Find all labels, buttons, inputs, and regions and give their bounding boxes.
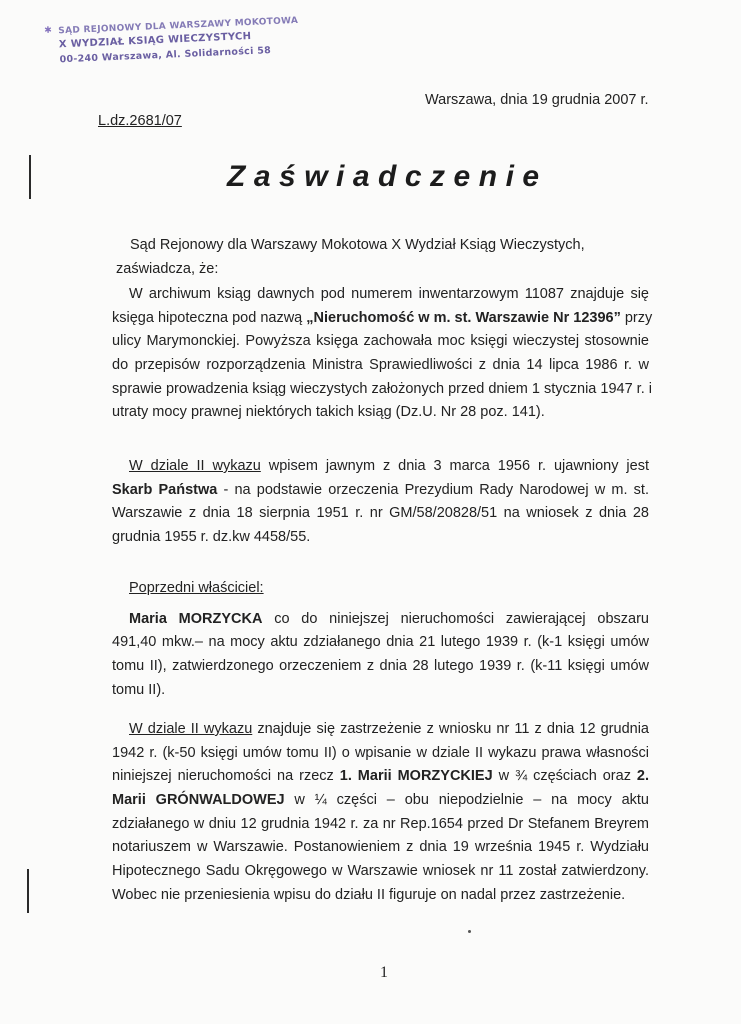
- text-line: 491,40 mkw.– na mocy aktu zdziałanego dnia 21 lutego 1939 r. (k-1 księgi umów: [112, 634, 649, 651]
- text-line: Wobec nie przeniesienia wpisu do działu II figuruje on nadal przez zastrzeżenie.: [112, 886, 626, 903]
- stamp-line-1: SĄD REJONOWY DLA WARSZAWY MOKOTOWA: [58, 15, 299, 37]
- section-ref: W dziale II wykazu: [129, 458, 261, 474]
- text-line: 1942 r. (k-50 księgi umów tomu II) o wpisanie w dziale II wykazu prawa własności: [112, 744, 649, 761]
- document-date: Warszawa, dnia 19 grudnia 2007 r.: [425, 92, 649, 108]
- text-line: sprawie prowadzenia ksiąg wieczystych założonych przed dniem 1 stycznia 1947 r. i: [112, 380, 652, 397]
- text-line: W dziale II wykazu wpisem jawnym z dnia 3 marca 1956 r. ujawniony jest: [129, 458, 649, 474]
- section-ref: W dziale II wykazu: [129, 721, 253, 737]
- stamp-line-3: 00-240 Warszawa, Al. Solidarności 58: [59, 45, 272, 66]
- text-line: Marii GRÓNWALDOWEJ w ¼ części – obu niepodzielnie – na mocy aktu: [112, 792, 649, 809]
- owner-name: Marii GRÓNWALDOWEJ: [112, 792, 285, 809]
- text-line: W archiwum ksiąg dawnych pod numerem inwentarzowym 11087 znajduje się: [129, 286, 649, 302]
- owner-name: Skarb Państwa: [112, 481, 218, 498]
- text-line: ulicy Marymonckiej. Powyższa księga zachowała moc księgi wieczystej stosownie: [112, 333, 649, 350]
- section-heading: Poprzedni właściciel:: [129, 580, 264, 596]
- text-line: zaświadcza, że:: [116, 260, 219, 277]
- text-line: księga hipoteczna pod nazwą „Nieruchomość w m. st. Warszawie Nr 12396” przy: [112, 309, 653, 326]
- margin-mark: [29, 155, 31, 199]
- archive-paragraph: [112, 283, 653, 425]
- property-name: „Nieruchomość w m. st. Warszawie Nr 12396”: [306, 309, 621, 326]
- stamp-mark-icon: ✱: [44, 25, 53, 36]
- page-number: 1: [380, 964, 388, 981]
- owner-name: 1. Marii MORZYCKIEJ: [339, 768, 493, 785]
- reservation-paragraph: [112, 718, 649, 908]
- stamp-line-2: X WYDZIAŁ KSIĄG WIECZYSTYCH: [58, 30, 252, 51]
- text-line: Maria MORZYCKA co do niniejszej nieruchomości zawierającej obszaru: [129, 610, 649, 627]
- text-line: zdziałanego w dniu 12 grudnia 1942 r. za nr Rep.1654 przed Dr Stefanem Breyrem: [112, 815, 649, 832]
- text-line: W dziale II wykazu znajduje się zastrzeżenie z wniosku nr 11 z dnia 12 grudnia: [129, 721, 649, 737]
- text-line: tomu II).: [112, 681, 166, 698]
- text-line: Warszawie z dnia 18 sierpnia 1951 r. nr GM/58/20828/51 na wniosek z dnia 28: [112, 505, 649, 522]
- previous-owner-paragraph: [112, 577, 649, 702]
- ink-dot: [468, 930, 471, 933]
- section-two-paragraph: [112, 455, 649, 550]
- text-line: Sąd Rejonowy dla Warszawy Mokotowa X Wydział Ksiąg Wieczystych,: [130, 237, 585, 253]
- text-line: notariuszem w Warszawie. Postanowieniem z dnia 19 września 1945 r. Wydziału: [112, 839, 649, 856]
- owner-name: Maria MORZYCKA: [129, 610, 263, 627]
- court-stamp: [44, 14, 299, 80]
- text-line: niniejszej nieruchomości na rzecz 1. Marii MORZYCKIEJ w ¾ częściach oraz 2.: [112, 768, 650, 785]
- text-line: grudnia 1955 r. dz.kw 4458/55.: [112, 529, 311, 546]
- text-line: do przepisów rozporządzenia Ministra Sprawiedliwości z dnia 14 lipca 1986 r. w: [112, 357, 649, 374]
- text-line: Skarb Państwa - na podstawie orzeczenia Prezydium Rady Narodowej w m. st.: [112, 481, 649, 498]
- text-line: tomu II), zatwierdzonego orzeczeniem z dnia 28 lutego 1939 r. (k-11 księgi umów: [112, 658, 649, 675]
- intro-paragraph: [116, 234, 649, 281]
- document-title: Zaświadczenie: [227, 160, 548, 193]
- reference-number: L.dz.2681/07: [98, 113, 182, 129]
- text-line: utraty mocy prawnej niektórych takich ksiąg (Dz.U. Nr 28 poz. 141).: [112, 404, 545, 421]
- text-line: Hipotecznego Sadu Okręgowego w Warszawie wniosek nr 11 został zatwierdzony.: [112, 863, 649, 880]
- margin-mark: [27, 869, 29, 913]
